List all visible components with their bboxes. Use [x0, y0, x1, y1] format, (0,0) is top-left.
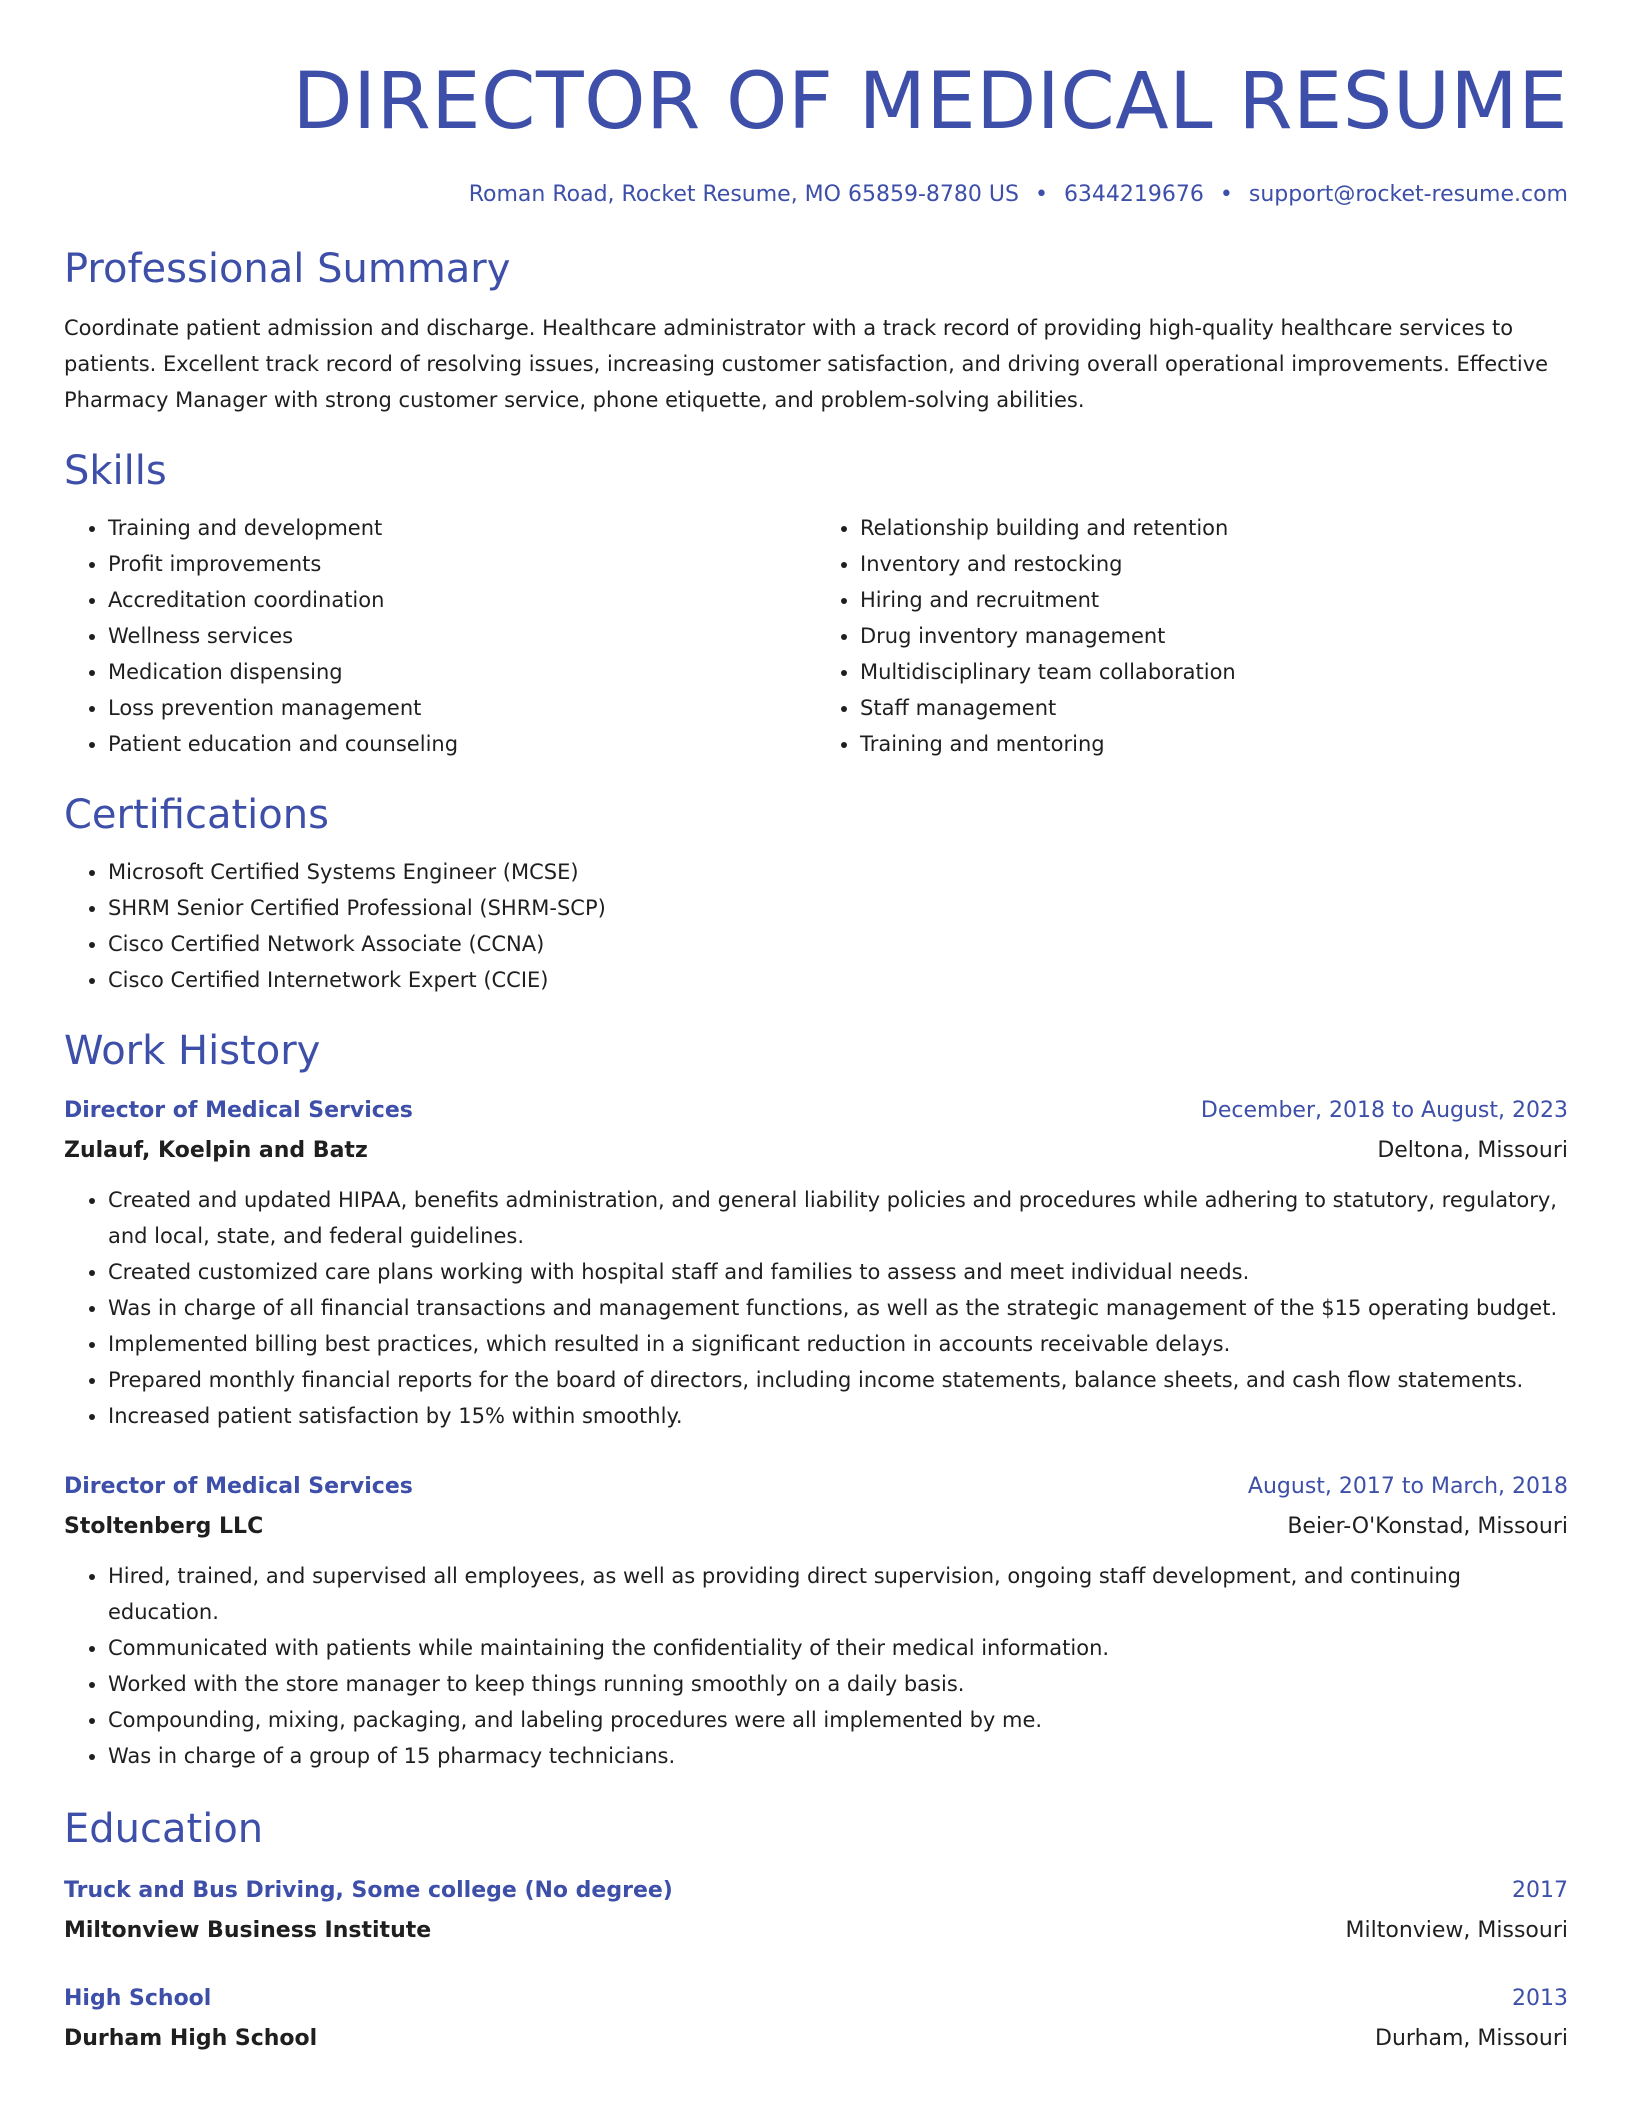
job-employer: Zulauf, Koelpin and Batz	[64, 1138, 368, 1163]
contact-email: support@rocket-resume.com	[1248, 182, 1568, 207]
skills-heading: Skills	[64, 448, 167, 494]
education-location: Miltonview, Missouri	[1345, 1918, 1568, 1943]
certification-item: • Microsoft Certified Systems Engineer (MCSE)	[108, 854, 1568, 890]
job-duty: • Created and updated HIPAA, benefits administration, and general liability policies and procedures while adhering to statutory, regulatory, and local, state, and federal guidelines.	[108, 1182, 1568, 1254]
skill-item: • Relationship building and retention	[860, 510, 1568, 546]
job-subheader	[64, 1512, 1568, 1542]
skill-item: • Inventory and restocking	[860, 546, 1568, 582]
skill-item: • Accreditation coordination	[108, 582, 816, 618]
education-degree: High School	[64, 1986, 212, 2011]
skill-item: • Wellness services	[108, 618, 816, 654]
education-entry	[64, 1984, 1568, 2054]
job-location: Deltona, Missouri	[1377, 1138, 1568, 1163]
contact-address: Roman Road, Rocket Resume, MO 65859-8780 US	[468, 182, 1019, 207]
skill-item: • Training and development	[108, 510, 816, 546]
job-header	[64, 1096, 1568, 1126]
education-heading: Education	[64, 1806, 264, 1852]
job-duty: • Prepared monthly financial reports for the board of directors, including income statements, balance sheets, and cash flow statements.	[108, 1362, 1568, 1398]
job-entry	[64, 1096, 1568, 1434]
job-duties-list	[64, 1182, 1568, 1434]
skill-item: • Profit improvements	[108, 546, 816, 582]
job-duty: • Communicated with patients while maintaining the confidentiality of their medical information.	[108, 1630, 1568, 1666]
education-school: Miltonview Business Institute	[64, 1918, 432, 1943]
education-entry	[64, 1876, 1568, 1946]
education-subheader	[64, 1916, 1568, 1946]
skill-item: • Medication dispensing	[108, 654, 816, 690]
skill-item: • Loss prevention management	[108, 690, 816, 726]
education-header	[64, 1984, 1568, 2014]
skill-item: • Drug inventory management	[860, 618, 1568, 654]
job-subheader	[64, 1136, 1568, 1166]
education-degree: Truck and Bus Driving, Some college (No degree)	[64, 1878, 673, 1903]
skill-item: • Hiring and recruitment	[860, 582, 1568, 618]
job-dates: December, 2018 to August, 2023	[1200, 1098, 1568, 1123]
work-history-heading: Work History	[64, 1028, 321, 1074]
education-header	[64, 1876, 1568, 1906]
job-duties-list	[64, 1558, 1568, 1774]
contact-line	[64, 180, 1568, 210]
job-title: Director of Medical Services	[64, 1098, 413, 1123]
skill-item: • Staff management	[860, 690, 1568, 726]
certification-item: • Cisco Certified Network Associate (CCNA)	[108, 926, 1568, 962]
job-duty: • Implemented billing best practices, which resulted in a significant reduction in accounts receivable delays.	[108, 1326, 1568, 1362]
education-subheader	[64, 2024, 1568, 2054]
contact-separator: •	[1034, 182, 1048, 207]
skills-list-right	[816, 510, 1568, 762]
education-location: Durham, Missouri	[1375, 2026, 1568, 2051]
contact-phone: 6344219676	[1063, 182, 1204, 207]
job-duty: • Worked with the store manager to keep things running smoothly on a daily basis.	[108, 1666, 1568, 1702]
skill-item: • Multidisciplinary team collaboration	[860, 654, 1568, 690]
certifications-list	[64, 854, 1568, 998]
job-duty: • Compounding, mixing, packaging, and labeling procedures were all implemented by me.	[108, 1702, 1568, 1738]
summary-heading: Professional Summary	[64, 246, 511, 292]
resume-title: DIRECTOR OF MEDICAL RESUME	[292, 57, 1568, 147]
certifications-heading: Certifications	[64, 792, 329, 838]
contact-separator: •	[1219, 182, 1233, 207]
certification-item: • Cisco Certified Internetwork Expert (CCIE)	[108, 962, 1568, 998]
job-duty: • Created customized care plans working with hospital staff and families to assess and meet individual needs.	[108, 1254, 1568, 1290]
summary-text: Coordinate patient admission and discharge. Healthcare administrator with a track record of providing high-quality healthcare services to patients. Excellent track record of resolving issues, increasing customer satisfaction, and driving overall operational improvements. Effective Pharmacy Manager with strong customer service, phone etiquette, and problem-solving abilities.	[64, 316, 1549, 412]
job-duty: • Hired, trained, and supervised all employees, as well as providing direct supervision, ongoing staff development, and continuing education.	[108, 1558, 1568, 1630]
skills-columns	[64, 510, 1568, 762]
job-header	[64, 1472, 1568, 1502]
job-dates: August, 2017 to March, 2018	[1247, 1474, 1568, 1499]
job-duty: • Was in charge of all financial transactions and management functions, as well as the strategic management of the $15 operating budget.	[108, 1290, 1568, 1326]
education-year: 2017	[1512, 1878, 1568, 1903]
skills-list-left	[64, 510, 816, 762]
job-title: Director of Medical Services	[64, 1474, 413, 1499]
job-duty: • Increased patient satisfaction by 15% within smoothly.	[108, 1398, 1568, 1434]
skill-item: • Patient education and counseling	[108, 726, 816, 762]
job-entry	[64, 1472, 1568, 1774]
job-employer: Stoltenberg LLC	[64, 1514, 264, 1539]
job-location: Beier-O'Konstad, Missouri	[1287, 1514, 1568, 1539]
education-school: Durham High School	[64, 2026, 318, 2051]
job-duty: • Was in charge of a group of 15 pharmacy technicians.	[108, 1738, 1568, 1774]
certification-item: • SHRM Senior Certified Professional (SHRM-SCP)	[108, 890, 1568, 926]
education-year: 2013	[1512, 1986, 1568, 2011]
skill-item: • Training and mentoring	[860, 726, 1568, 762]
